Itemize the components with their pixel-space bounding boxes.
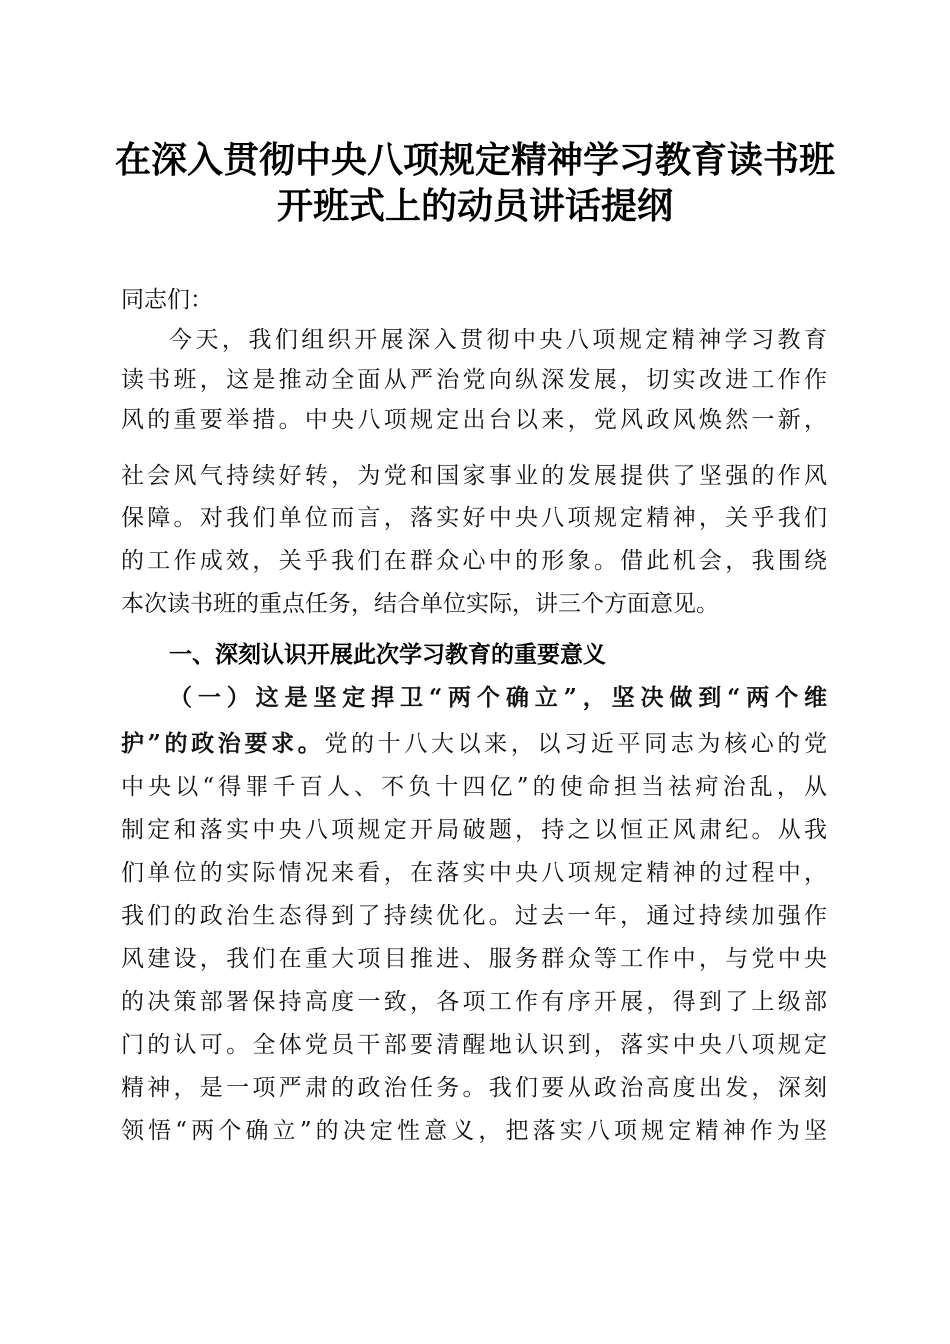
intro-line-5: 保障。对我们单位而言，落实好中央八项规定精神，关乎我们 (121, 505, 827, 531)
salutation: 同志们： (121, 287, 213, 313)
intro-line-3: 风的重要举措。中央八项规定出台以来，党风政风焕然一新， (121, 407, 827, 433)
body-line-7: 门的认可。全体党员干部要清醒地认识到，落实中央八项规定 (121, 1032, 827, 1058)
intro-line-1: 今天，我们组织开展深入贯彻中央八项规定精神学习教育 (169, 327, 827, 353)
body-line-9: 领悟“两个确立”的决定性意义，把落实八项规定精神作为坚 (121, 1118, 827, 1144)
subsection-1-line-2-text: 党的十八大以来，以习近平同志为核心的党 (324, 731, 827, 757)
document-title-line-1: 在深入贯彻中央八项规定精神学习教育读书班 (114, 139, 835, 181)
intro-line-6: 的工作成效，关乎我们在群众心中的形象。借此机会，我围绕 (121, 548, 827, 574)
intro-line-4: 社会风气持续好转，为党和国家事业的发展提供了坚强的作风 (121, 463, 827, 489)
section-heading-1: 一、深刻认识开展此次学习教育的重要意义 (169, 642, 606, 668)
body-line-3: 们单位的实际情况来看，在落实中央八项规定精神的过程中， (121, 860, 827, 886)
body-line-6: 的决策部署保持高度一致，各项工作有序开展，得到了上级部 (121, 989, 827, 1015)
subsection-1-line-2 (121, 729, 827, 759)
intro-line-7: 本次读书班的重点任务，结合单位实际，讲三个方面意见。 (121, 591, 719, 617)
body-line-8: 精神，是一项严肃的政治任务。我们要从政治高度出发，深刻 (121, 1075, 827, 1101)
body-line-1: 中央以“得罪千百人、不负十四亿”的使命担当祛疴治乱，从 (121, 774, 827, 800)
subsection-1-heading-line-1: （一）这是坚定捍卫“两个确立”，坚决做到“两个维 (169, 684, 827, 711)
intro-line-2: 读书班，这是推动全面从严治党向纵深发展，切实改进工作作 (121, 367, 827, 393)
subsection-1-heading-line-2: 护”的政治要求。 (121, 730, 325, 757)
body-line-2: 制定和落实中央八项规定开局破题，持之以恒正风肃纪。从我 (121, 817, 827, 843)
body-line-5: 风建设，我们在重大项目推进、服务群众等工作中，与党中央 (121, 946, 827, 972)
document-title-line-2: 开班式上的动员讲话提纲 (276, 185, 673, 227)
body-line-4: 我们的政治生态得到了持续优化。过去一年，通过持续加强作 (121, 903, 827, 929)
